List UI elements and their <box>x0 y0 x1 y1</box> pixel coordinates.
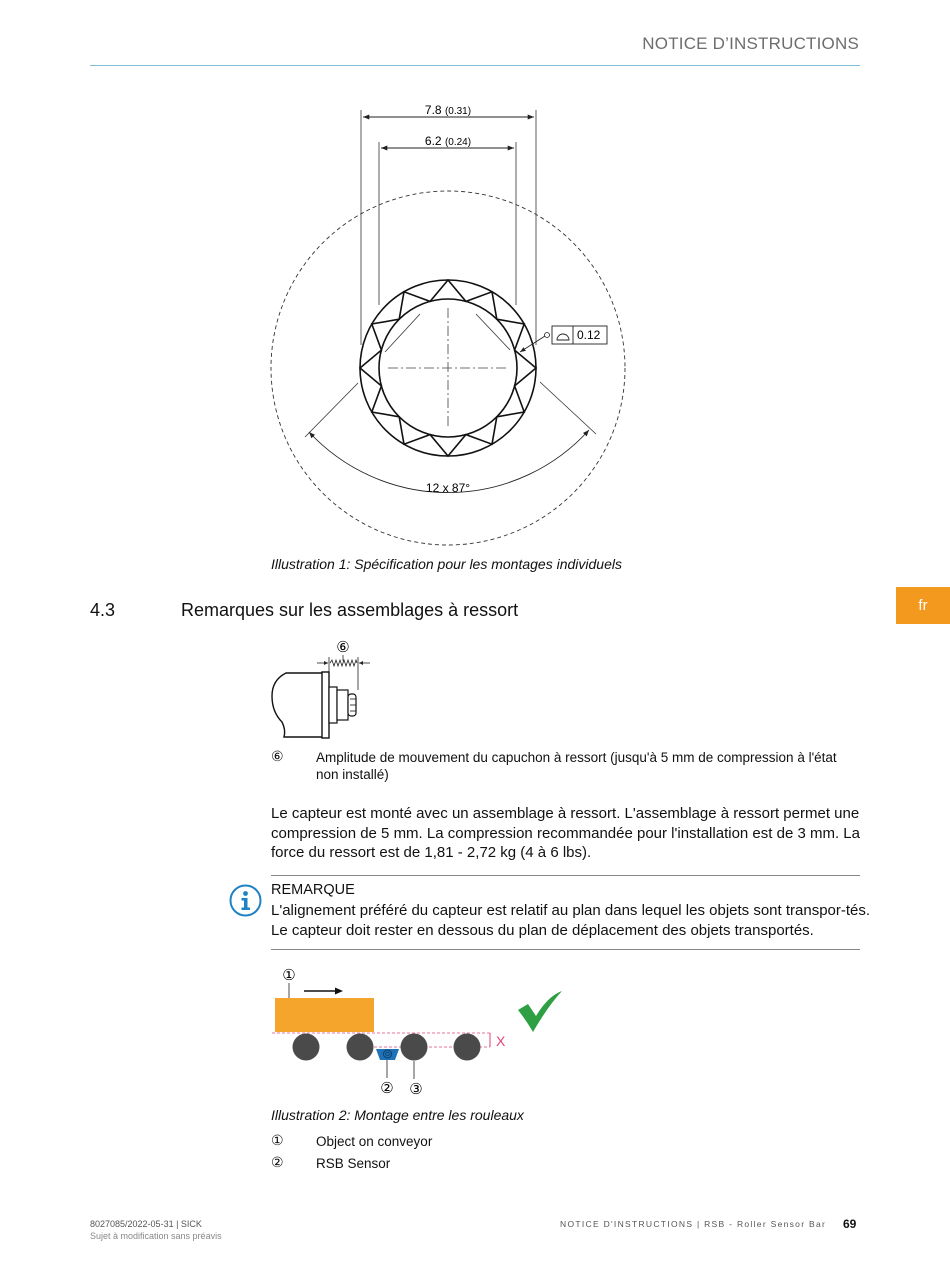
roller <box>293 1034 320 1061</box>
note-top-rule <box>271 875 860 876</box>
roller-mounting-drawing <box>265 960 575 1100</box>
note-bottom-rule <box>271 949 860 950</box>
angle-label: 12 x 87° <box>425 481 471 495</box>
footer-doc-info <box>90 1218 222 1242</box>
callout-3: ③ <box>409 1081 423 1098</box>
body-paragraph: Le capteur est monté avec un assemblage à ressort. L'assemblage à ressort permet une compression de 5 mm. La compression recommandée pour l'installation est de 3 mm. La force du ressort est de 1,81 - 2,72 kg (4 à 6 lbs). <box>271 805 860 861</box>
tolerance-value: 0.12 <box>577 328 601 342</box>
roller <box>454 1034 481 1061</box>
section-title: Remarques sur les assemblages à ressort <box>181 600 519 620</box>
check-icon <box>518 991 562 1032</box>
callout-2: ② <box>380 1080 394 1097</box>
legend-item-1-number: ① <box>271 1132 284 1148</box>
page-number: 69 <box>843 1217 857 1231</box>
roller <box>401 1034 428 1061</box>
callout-1: ① <box>282 967 296 984</box>
conveyed-object <box>275 998 374 1032</box>
legend-item-2-number: ② <box>271 1154 284 1170</box>
dimension-inner-label: 6.2 (0.24) <box>424 134 472 148</box>
footer-notice: Sujet à modification sans préavis <box>90 1231 222 1241</box>
note-text: L'alignement préféré du capteur est relatif au plan dans lequel les objets sont transpor-tés. Le capteur doit rester en dessous du plan de déplacement des objets transportés. <box>271 902 871 939</box>
footer-doc-id: 8027085/2022-05-31 | SICK <box>90 1219 202 1229</box>
legend-item-6-text: Amplitude de mouvement du capuchon à ressort (jusqu'à 5 mm de compression à l'état non installé) <box>316 750 837 782</box>
roller <box>347 1034 374 1061</box>
note-title: REMARQUE <box>271 882 355 898</box>
header-divider <box>90 65 860 66</box>
dimension-outer-label: 7.8 (0.31) <box>424 103 472 117</box>
section-number: 4.3 <box>90 600 116 620</box>
header-title: NOTICE D’INSTRUCTIONS <box>642 34 859 53</box>
callout-6: ⑥ <box>336 639 350 656</box>
figure1-caption: Illustration 1: Spécification pour les montages individuels <box>271 556 622 572</box>
legend-item-1-text: Object on conveyor <box>316 1134 433 1149</box>
offset-x-label: X <box>496 1033 506 1049</box>
language-tab[interactable]: fr <box>896 587 950 624</box>
legend-item-2-text: RSB Sensor <box>316 1156 391 1171</box>
mounting-spec-drawing <box>260 90 640 560</box>
info-icon <box>229 884 262 917</box>
figure2-caption: Illustration 2: Montage entre les rouleaux <box>271 1107 524 1123</box>
spring-assembly-drawing <box>265 635 375 745</box>
spring-icon <box>330 660 357 666</box>
legend-item-6-number: ⑥ <box>271 748 284 764</box>
footer-title: NOTICE D'INSTRUCTIONS | RSB - Roller Sensor Bar <box>560 1219 827 1229</box>
